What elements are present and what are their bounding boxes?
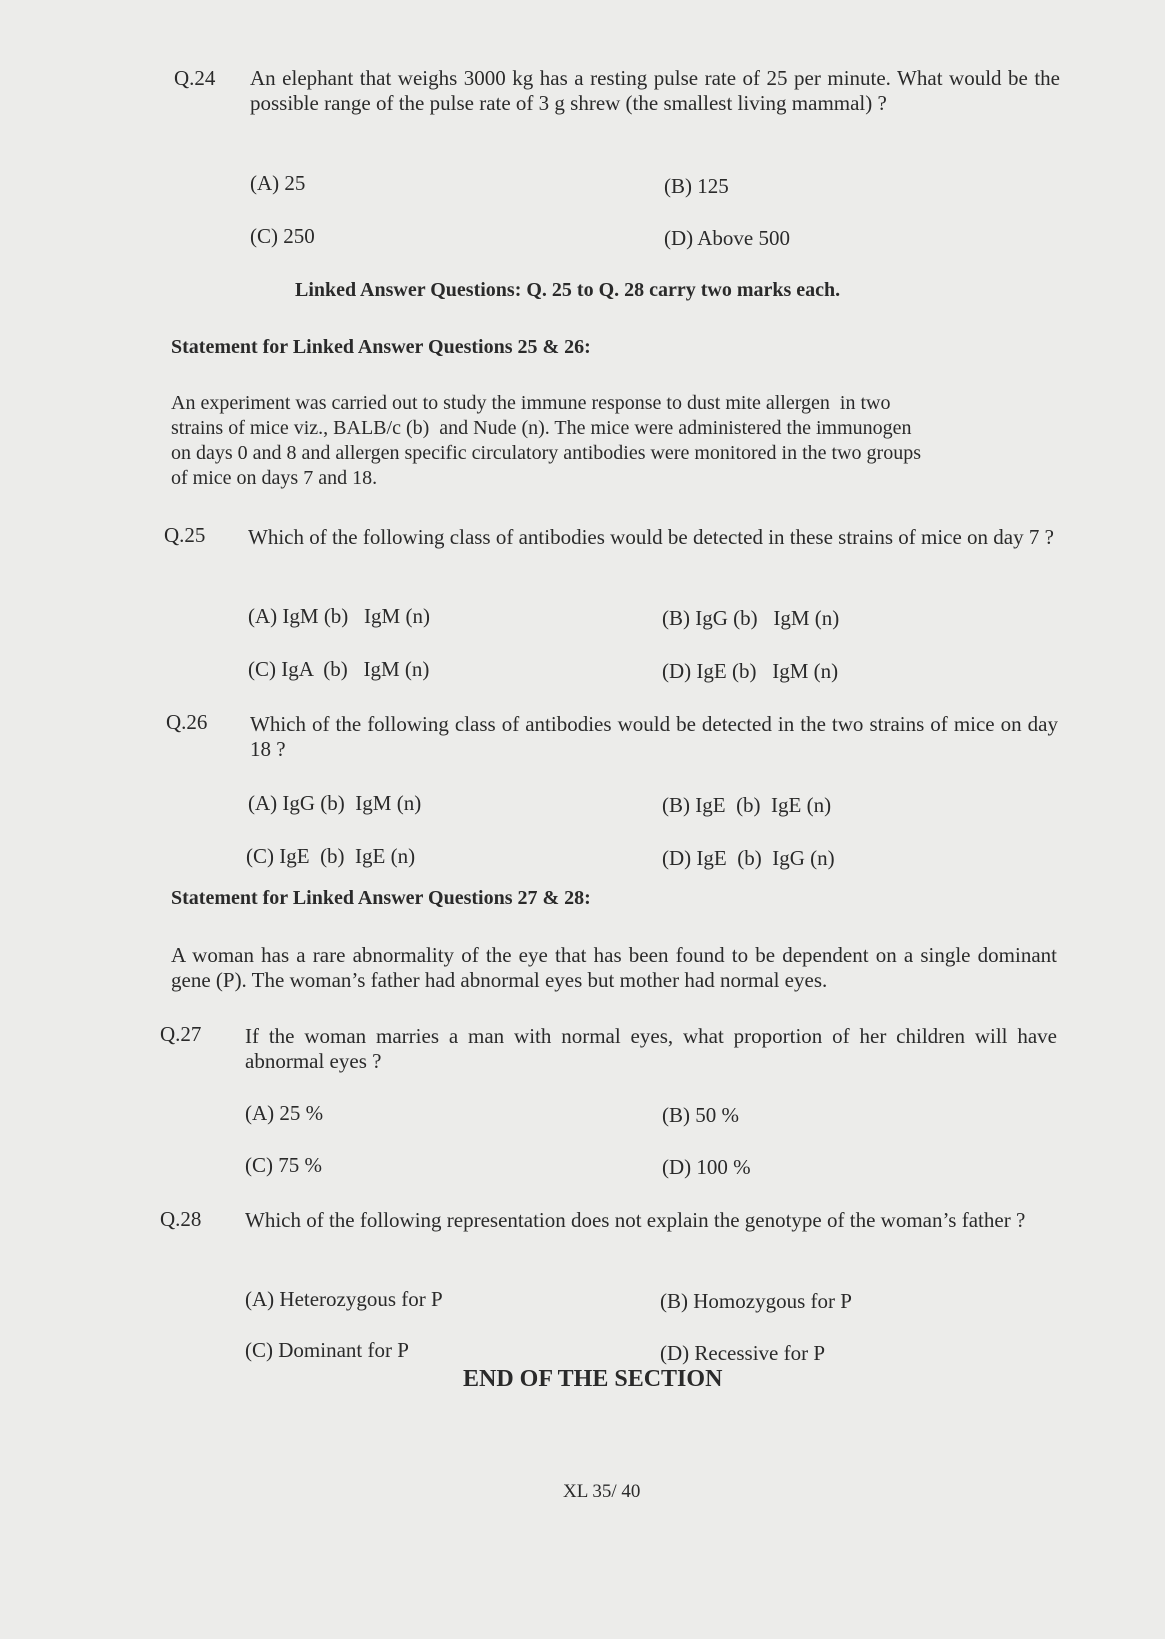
page-footer: XL 35/ 40 [563, 1481, 641, 1502]
question-number: Q.27 [160, 1022, 202, 1046]
option-b: (B) 125 [664, 174, 729, 198]
option-a: (A) Heterozygous for P [245, 1287, 443, 1311]
option-b: (B) 50 % [662, 1103, 739, 1127]
statement-line: of mice on days 7 and 18. [171, 467, 378, 489]
statement-line: An experiment was carried out to study the immune response to dust mite allergen in two [171, 392, 891, 414]
question-number: Q.26 [166, 710, 208, 734]
option-b: (B) IgG (b) IgM (n) [662, 606, 840, 630]
question-text: Which of the following representation does not explain the genotype of the woman’s father ? [245, 1208, 1026, 1232]
question-text: Which of the following class of antibodies would be detected in these strains of mice on day 7 ? [248, 525, 1054, 549]
end-of-section: END OF THE SECTION [463, 1366, 723, 1392]
question-text: If the woman marries a man with normal eyes, what proportion of her children will have abnormal eyes ? [245, 1024, 1057, 1073]
option-d: (D) Recessive for P [660, 1341, 826, 1365]
question-number: Q.28 [160, 1207, 202, 1231]
linked-answer-header: Linked Answer Questions: Q. 25 to Q. 28 carry two marks each. [295, 279, 841, 301]
option-d: (D) 100 % [662, 1155, 751, 1179]
question-number: Q.24 [174, 66, 216, 90]
option-a: (A) 25 [250, 171, 306, 195]
option-c: (C) Dominant for P [245, 1338, 409, 1362]
option-c: (C) 75 % [245, 1153, 322, 1177]
question-text: An elephant that weighs 3000 kg has a resting pulse rate of 25 per minute. What would be the possible range of the pulse rate of 3 g shrew (the smallest living mammal) ? [250, 66, 1060, 115]
option-d: (D) IgE (b) IgG (n) [662, 846, 835, 870]
question-number: Q.25 [164, 523, 206, 547]
option-b: (B) Homozygous for P [660, 1289, 852, 1313]
option-c: (C) 250 [250, 224, 315, 248]
option-a: (A) IgG (b) IgM (n) [248, 791, 422, 815]
option-c: (C) IgA (b) IgM (n) [248, 657, 430, 681]
statement-line: strains of mice viz., BALB/c (b) and Nude (n). The mice were administered the immunogen [171, 417, 912, 439]
statement-title: Statement for Linked Answer Questions 25 & 26: [171, 336, 591, 358]
statement-title: Statement for Linked Answer Questions 27 & 28: [171, 887, 591, 909]
option-d: (D) Above 500 [664, 226, 790, 250]
option-b: (B) IgE (b) IgE (n) [662, 793, 832, 817]
option-a: (A) 25 % [245, 1101, 324, 1125]
option-c: (C) IgE (b) IgE (n) [246, 844, 416, 868]
question-text: Which of the following class of antibodies would be detected in the two strains of mice on day 18 ? [250, 712, 1058, 761]
option-a: (A) IgM (b) IgM (n) [248, 604, 430, 628]
statement-line: on days 0 and 8 and allergen specific circulatory antibodies were monitored in the two groups [171, 442, 921, 464]
option-d: (D) IgE (b) IgM (n) [662, 659, 839, 683]
statement-text [171, 391, 921, 491]
statement-text: A woman has a rare abnormality of the eye that has been found to be dependent on a single dominant gene (P). The woman’s father had abnormal eyes but mother had normal eyes. [171, 943, 1057, 992]
